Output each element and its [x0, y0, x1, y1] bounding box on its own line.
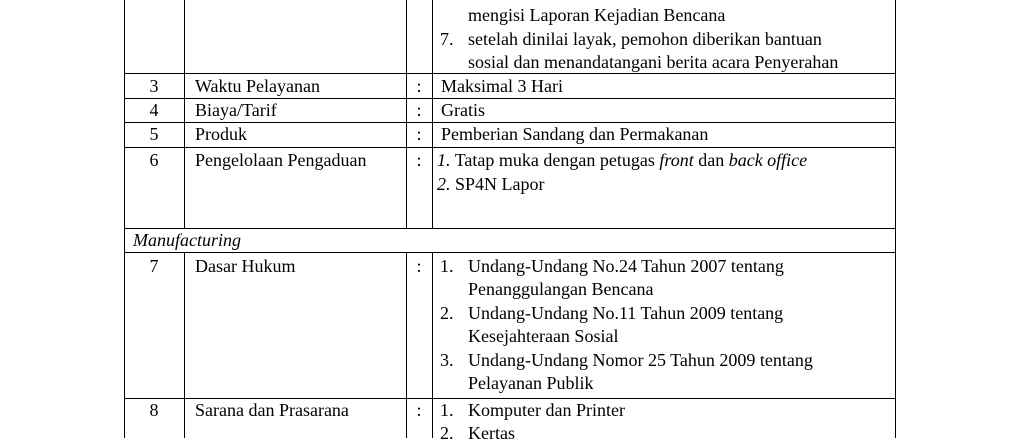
list-item-text: Tatap muka dengan petugas [454, 150, 660, 170]
list-item-line: Kertas [468, 423, 515, 443]
list-item-number: 2. [440, 303, 454, 323]
row-number: 4 [149, 100, 159, 120]
row-label: Sarana dan Prasarana [195, 400, 349, 420]
col-divider-sep-2 [432, 252, 433, 438]
row-border [124, 252, 896, 253]
list-item-line: Penanggulangan Bencana [468, 279, 654, 299]
list-item-text-italic: back office [728, 150, 808, 170]
list-item-number: 1. [440, 256, 454, 276]
col-divider-num-2 [184, 252, 185, 438]
row-separator: : [416, 76, 422, 96]
table-border-left [124, 0, 125, 438]
table-border-right [895, 0, 896, 438]
list-item-line: setelah dinilai layak, pemohon diberikan bantuan [468, 29, 822, 49]
list-item-line: sosial dan menandatangani berita acara Penyerahan [468, 52, 839, 72]
list-item-line: Undang-Undang No.11 Tahun 2009 tentang [468, 303, 784, 323]
list-item [437, 149, 807, 172]
row-border [124, 147, 896, 148]
list-item-text: dan [693, 150, 729, 170]
list-item-number: 1. [437, 150, 451, 170]
row-number: 8 [149, 400, 159, 420]
row-value: Pemberian Sandang dan Permakanan [441, 124, 709, 144]
col-divider-sep [432, 0, 433, 228]
row-separator: : [416, 124, 422, 144]
list-item-number: 2. [440, 423, 454, 443]
row-number: 7 [149, 256, 159, 276]
list-item-number: 3. [440, 350, 454, 370]
row-number: 5 [149, 124, 159, 144]
row-value: Maksimal 3 Hari [441, 76, 563, 96]
col-divider-num [184, 0, 185, 228]
list-item-line: mengisi Laporan Kejadian Bencana [468, 5, 726, 25]
row-label: Biaya/Tarif [195, 100, 277, 120]
list-item [437, 173, 545, 196]
row-label: Pengelolaan Pengaduan [195, 150, 367, 170]
row-number: 3 [149, 76, 159, 96]
row-label: Dasar Hukum [195, 256, 296, 276]
row-label: Waktu Pelayanan [195, 76, 321, 96]
list-item-number: 1. [440, 400, 454, 420]
row-label: Produk [195, 124, 248, 144]
list-item-number: 2. [437, 174, 451, 194]
row-number: 6 [149, 150, 159, 170]
list-item-text: SP4N Lapor [455, 174, 545, 194]
list-item-line: Undang-Undang No.24 Tahun 2007 tentang [468, 256, 784, 276]
list-item-line: Komputer dan Printer [468, 400, 625, 420]
row-separator: : [416, 400, 422, 420]
list-item-text-italic: front [659, 150, 694, 170]
row-separator: : [416, 150, 422, 170]
list-item-line: Pelayanan Publik [468, 373, 594, 393]
list-item-number: 7. [440, 29, 454, 49]
section-heading: Manufacturing [133, 230, 241, 250]
list-item-line: Undang-Undang Nomor 25 Tahun 2009 tentang [468, 350, 813, 370]
row-separator: : [416, 100, 422, 120]
row-value: Gratis [441, 100, 485, 120]
list-item-line: Kesejahteraan Sosial [468, 326, 619, 346]
row-separator: : [416, 256, 422, 276]
